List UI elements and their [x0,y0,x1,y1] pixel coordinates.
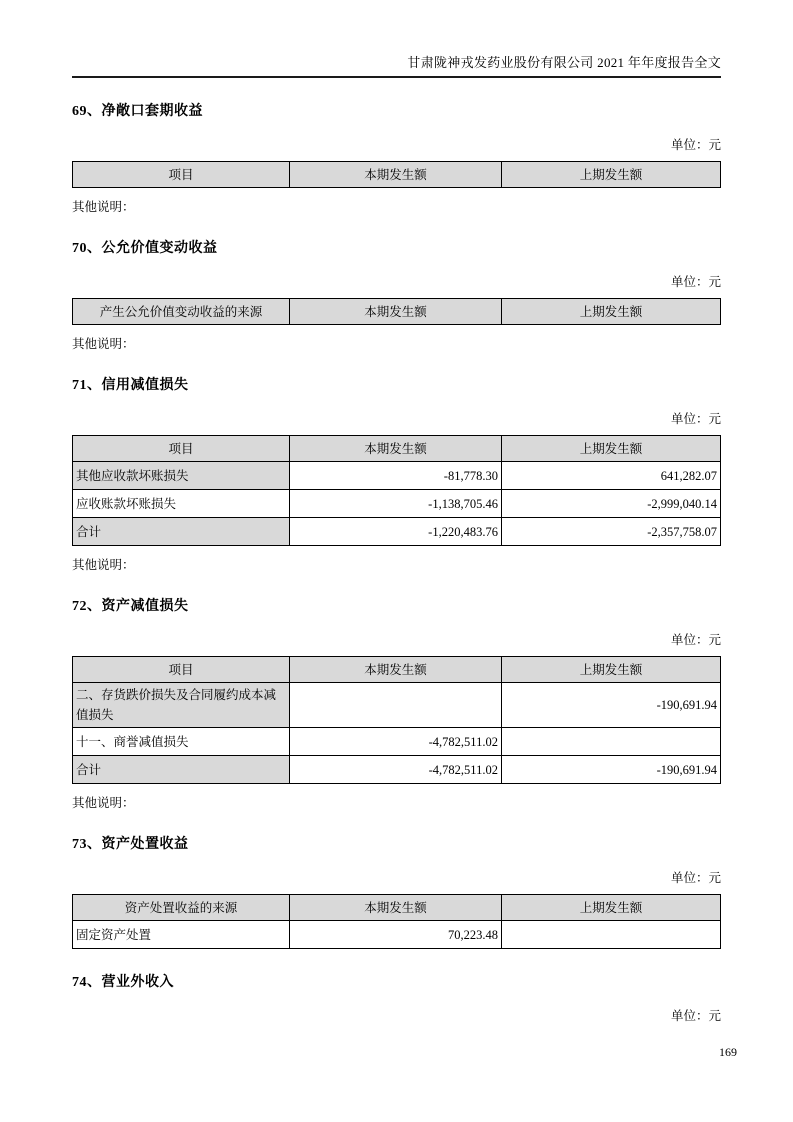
table-header-row [73,895,721,921]
financial-table [72,435,721,546]
table-row [73,490,721,518]
column-header: 本期发生额 [290,895,502,921]
column-header: 上期发生额 [501,657,720,683]
unit-label: 单位：元 [670,412,721,426]
report-section-70 [72,237,721,352]
other-notes-label: 其他说明： [72,558,135,572]
column-header: 本期发生额 [290,162,502,188]
section-title: 69、净敞口套期收益 [72,104,203,119]
report-section-73 [72,833,721,949]
current-period-value: -4,782,511.02 [290,756,502,784]
current-period-value: -1,138,705.46 [290,490,502,518]
page-number: 169 [719,1045,737,1059]
row-label: 固定资产处置 [73,921,290,949]
column-header: 项目 [73,657,290,683]
prior-period-value: 641,282.07 [501,462,720,490]
column-header: 产生公允价值变动收益的来源 [73,299,290,325]
unit-label: 单位：元 [670,633,721,647]
table-header-row [73,162,721,188]
financial-table [72,298,721,325]
current-period-value: 70,223.48 [290,921,502,949]
financial-table [72,161,721,188]
financial-table [72,894,721,949]
prior-period-value: -190,691.94 [501,683,720,728]
page-header [72,52,721,78]
unit-label: 单位：元 [670,871,721,885]
report-section-71 [72,374,721,573]
prior-period-value: -2,357,758.07 [501,518,720,546]
table-header-row [73,657,721,683]
section-title: 73、资产处置收益 [72,837,189,852]
other-notes-label: 其他说明： [72,200,135,214]
table-row [73,462,721,490]
table-row [73,921,721,949]
table-row [73,683,721,728]
current-period-value [290,683,502,728]
table-row [73,756,721,784]
other-notes-label: 其他说明： [72,796,135,810]
prior-period-value: -2,999,040.14 [501,490,720,518]
column-header: 项目 [73,436,290,462]
other-notes-label: 其他说明： [72,337,135,351]
prior-period-value [501,921,720,949]
section-title: 71、信用减值损失 [72,378,189,393]
column-header: 本期发生额 [290,299,502,325]
report-title: 甘肃陇神戎发药业股份有限公司 2021 年年度报告全文 [72,52,721,78]
current-period-value: -81,778.30 [290,462,502,490]
page-footer [719,1045,737,1060]
section-title: 74、营业外收入 [72,975,174,990]
current-period-value: -4,782,511.02 [290,728,502,756]
row-label: 合计 [73,756,290,784]
column-header: 本期发生额 [290,436,502,462]
prior-period-value: -190,691.94 [501,756,720,784]
column-header: 上期发生额 [501,895,720,921]
table-row [73,518,721,546]
report-section-74 [72,971,721,1024]
column-header: 资产处置收益的来源 [73,895,290,921]
unit-label: 单位：元 [670,1009,721,1023]
report-body [72,100,721,1024]
row-label: 十一、商誉减值损失 [73,728,290,756]
prior-period-value [501,728,720,756]
row-label: 应收账款坏账损失 [73,490,290,518]
column-header: 本期发生额 [290,657,502,683]
report-section-69 [72,100,721,215]
row-label: 合计 [73,518,290,546]
current-period-value: -1,220,483.76 [290,518,502,546]
column-header: 上期发生额 [501,162,720,188]
column-header: 上期发生额 [501,436,720,462]
column-header: 上期发生额 [501,299,720,325]
unit-label: 单位：元 [670,138,721,152]
table-header-row [73,436,721,462]
section-title: 70、公允价值变动收益 [72,241,218,256]
section-title: 72、资产减值损失 [72,599,189,614]
report-section-72 [72,595,721,811]
row-label: 二、存货跌价损失及合同履约成本减值损失 [73,683,290,728]
unit-label: 单位：元 [670,275,721,289]
table-row [73,728,721,756]
financial-table [72,656,721,784]
table-header-row [73,299,721,325]
row-label: 其他应收款坏账损失 [73,462,290,490]
column-header: 项目 [73,162,290,188]
